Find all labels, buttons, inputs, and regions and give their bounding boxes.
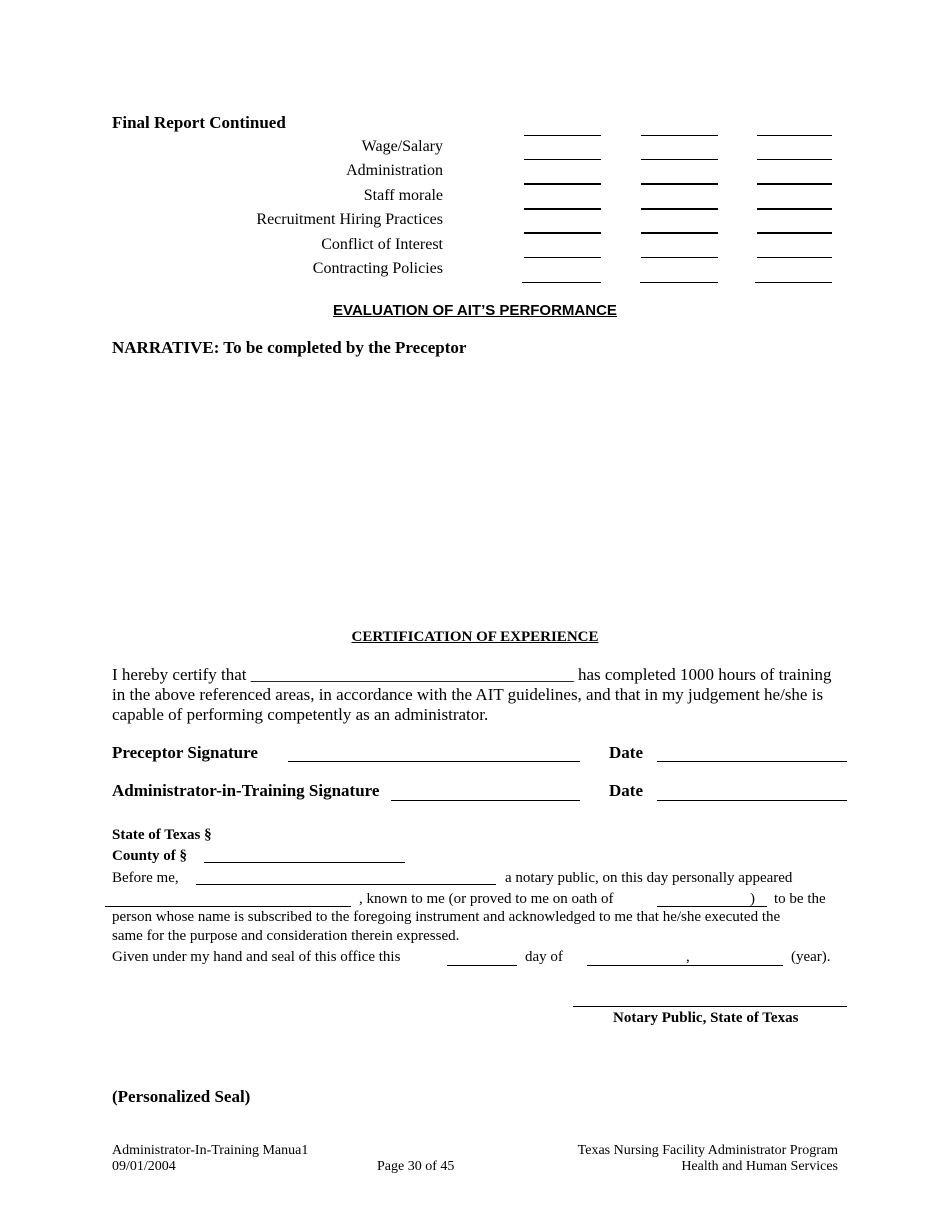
day-field[interactable] bbox=[447, 965, 517, 966]
criteria-label: Wage/Salary bbox=[361, 138, 443, 155]
rating-blank[interactable] bbox=[757, 135, 832, 136]
personalized-seal-label: (Personalized Seal) bbox=[112, 1087, 251, 1106]
ait-signature-field[interactable] bbox=[391, 800, 580, 801]
rating-blank[interactable] bbox=[524, 135, 601, 136]
footer-manual: Administrator-In-Training Manua1 bbox=[112, 1143, 309, 1158]
rating-blank[interactable] bbox=[641, 183, 718, 185]
footer-agency: Health and Human Services bbox=[681, 1159, 838, 1174]
preceptor-date-field[interactable] bbox=[657, 761, 847, 762]
ait-date-field[interactable] bbox=[657, 800, 847, 801]
rating-blank[interactable] bbox=[641, 257, 718, 258]
given-under-text: Given under my hand and seal of this office this bbox=[112, 949, 401, 965]
criteria-label: Staff morale bbox=[363, 187, 443, 204]
rating-blank[interactable] bbox=[640, 282, 718, 283]
before-me-text: Before me, bbox=[112, 870, 179, 886]
rating-blank[interactable] bbox=[524, 159, 601, 160]
known-to-me-text: , known to me (or proved to me on oath of bbox=[359, 891, 614, 907]
paren-close: ) bbox=[750, 891, 755, 907]
rating-blank[interactable] bbox=[757, 257, 832, 258]
date-label: Date bbox=[609, 781, 643, 800]
certify-text-start: I hereby certify that bbox=[112, 665, 251, 684]
notary-line-same: same for the purpose and consideration therein expressed. bbox=[112, 928, 460, 944]
notary-line-person: person whose name is subscribed to the foregoing instrument and acknowledged to me that he/she executed the bbox=[112, 909, 781, 925]
rating-blank[interactable] bbox=[641, 232, 718, 234]
footer-page-number: Page 30 of 45 bbox=[377, 1159, 455, 1174]
rating-blank[interactable] bbox=[755, 282, 832, 283]
rating-blank[interactable] bbox=[641, 135, 718, 136]
certify-text-end: has completed 1000 hours of training bbox=[573, 665, 832, 684]
to-be-the-text: to be the bbox=[774, 891, 826, 907]
rating-blank[interactable] bbox=[524, 183, 601, 185]
rating-blank[interactable] bbox=[641, 208, 718, 210]
criteria-label: Contracting Policies bbox=[312, 260, 443, 277]
rating-blank[interactable] bbox=[524, 257, 601, 258]
rating-blank[interactable] bbox=[522, 282, 601, 283]
rating-blank[interactable] bbox=[757, 183, 832, 185]
rating-blank[interactable] bbox=[757, 208, 832, 210]
notary-signature-field[interactable] bbox=[573, 1006, 847, 1007]
preceptor-signature-field[interactable] bbox=[288, 761, 580, 762]
criteria-label: Administration bbox=[346, 162, 443, 179]
county-label: County of § bbox=[112, 848, 188, 864]
notary-name-field[interactable] bbox=[196, 884, 496, 885]
notary-appeared-text: a notary public, on this day personally appeared bbox=[505, 870, 793, 886]
criteria-label: Conflict of Interest bbox=[321, 236, 443, 253]
footer-program: Texas Nursing Facility Administrator Program bbox=[577, 1143, 838, 1158]
evaluation-heading: EVALUATION OF AIT’S PERFORMANCE bbox=[333, 302, 617, 319]
certification-line-2: in the above referenced areas, in accordance with the AIT guidelines, and that in my judgement he/she is bbox=[112, 685, 824, 704]
footer-date: 09/01/2004 bbox=[112, 1159, 176, 1174]
rating-blank[interactable] bbox=[524, 232, 601, 234]
rating-blank[interactable] bbox=[757, 232, 832, 234]
comma-text: , bbox=[686, 949, 690, 965]
trainee-name-blank[interactable]: ______________________________________ bbox=[250, 665, 574, 684]
rating-blank[interactable] bbox=[757, 159, 832, 160]
ait-signature-label: Administrator-in-Training Signature bbox=[112, 781, 380, 800]
month-year-field[interactable] bbox=[587, 965, 783, 966]
notary-public-label: Notary Public, State of Texas bbox=[613, 1010, 799, 1026]
certification-heading: CERTIFICATION OF EXPERIENCE bbox=[351, 629, 599, 645]
county-field[interactable] bbox=[204, 862, 405, 863]
rating-blank[interactable] bbox=[641, 159, 718, 160]
preceptor-signature-label: Preceptor Signature bbox=[112, 743, 258, 762]
section-title: Final Report Continued bbox=[112, 113, 286, 132]
year-text: (year). bbox=[791, 949, 831, 965]
rating-blank[interactable] bbox=[524, 208, 601, 210]
criteria-label: Recruitment Hiring Practices bbox=[256, 211, 443, 228]
certification-line-1 bbox=[112, 665, 832, 685]
certification-line-3: capable of performing competently as an administrator. bbox=[112, 705, 489, 724]
date-label: Date bbox=[609, 743, 643, 762]
narrative-label: NARRATIVE: To be completed by the Preceptor bbox=[112, 338, 467, 357]
appeared-person-field[interactable] bbox=[105, 906, 351, 907]
day-of-text: day of bbox=[525, 949, 563, 965]
state-label: State of Texas § bbox=[112, 827, 212, 843]
